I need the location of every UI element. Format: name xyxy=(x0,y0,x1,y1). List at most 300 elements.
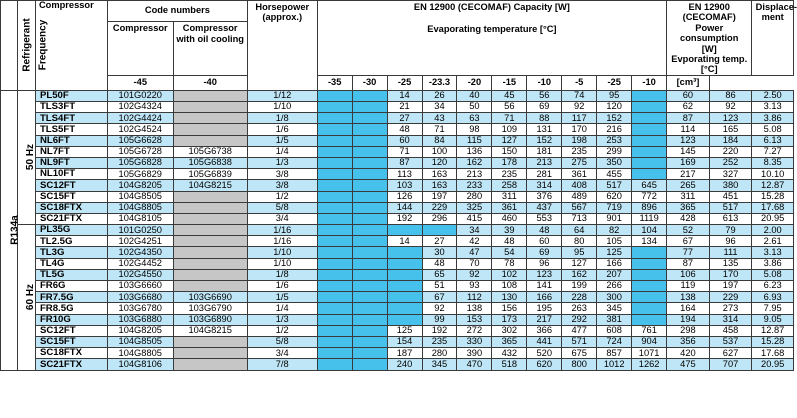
capacity-cell: 50 xyxy=(457,102,492,113)
capacity-cell: 192 xyxy=(387,213,422,224)
capacity-cell xyxy=(352,191,387,202)
code-numbers-header: Code numbers xyxy=(108,1,248,22)
power-cell-minus10: 135 xyxy=(709,258,752,269)
capacity-cell: 71 xyxy=(387,146,422,157)
displacement-cell: 6.13 xyxy=(752,135,794,146)
power-cell-minus25: 62 xyxy=(667,102,710,113)
capacity-header xyxy=(317,1,666,76)
capacity-cell: 48 xyxy=(422,258,457,269)
model-cell: FR7.5G xyxy=(35,292,107,303)
capacity-cell xyxy=(352,102,387,113)
power-temp-col-header: -25 xyxy=(597,75,632,90)
capacity-cell: 280 xyxy=(422,348,457,359)
capacity-cell: 620 xyxy=(527,359,562,370)
table-row xyxy=(1,325,794,336)
table-row xyxy=(1,202,794,213)
capacity-cell: 26 xyxy=(422,90,457,101)
capacity-cell: 518 xyxy=(492,359,527,370)
capacity-cell: 108 xyxy=(492,281,527,292)
capacity-cell: 80 xyxy=(562,236,597,247)
capacity-cell: 896 xyxy=(632,202,667,213)
capacity-cell xyxy=(317,102,352,113)
horsepower-cell: 3/4 xyxy=(247,213,317,224)
table-row xyxy=(1,180,794,191)
capacity-cell: 112 xyxy=(457,292,492,303)
capacity-cell xyxy=(352,225,387,236)
capacity-cell xyxy=(387,269,422,280)
capacity-cell: 120 xyxy=(597,102,632,113)
capacity-cell xyxy=(632,135,667,146)
capacity-cell: 302 xyxy=(492,325,527,336)
code-cell: 102G4452 xyxy=(108,258,174,269)
model-cell: FR8.5G xyxy=(35,303,107,314)
capacity-cell xyxy=(317,258,352,269)
oil-cooling-code-cell: 103G6890 xyxy=(173,314,247,325)
capacity-cell: 233 xyxy=(457,180,492,191)
capacity-cell: 345 xyxy=(422,359,457,370)
capacity-cell: 567 xyxy=(562,202,597,213)
capacity-cell: 408 xyxy=(562,180,597,191)
horsepower-cell: 1/16 xyxy=(247,225,317,236)
capacity-cell: 84 xyxy=(422,135,457,146)
horsepower-cell: 1/3 xyxy=(247,314,317,325)
capacity-cell: 675 xyxy=(562,348,597,359)
capacity-cell: 724 xyxy=(597,336,632,347)
capacity-cell xyxy=(317,180,352,191)
oil-cooling-code-cell xyxy=(173,90,247,101)
horsepower-cell: 1/4 xyxy=(247,303,317,314)
capacity-cell xyxy=(317,247,352,258)
capacity-cell xyxy=(317,303,352,314)
code-cell: 104G8205 xyxy=(108,180,174,191)
capacity-cell: 141 xyxy=(527,281,562,292)
power-cell-minus10: 86 xyxy=(709,90,752,101)
power-cell-minus10: 184 xyxy=(709,135,752,146)
power-cell-minus25: 87 xyxy=(667,258,710,269)
capacity-cell: 235 xyxy=(562,146,597,157)
capacity-cell: 163 xyxy=(422,169,457,180)
table-row xyxy=(1,348,794,359)
capacity-cell xyxy=(387,292,422,303)
capacity-cell: 857 xyxy=(597,348,632,359)
capacity-cell xyxy=(387,281,422,292)
oil-cooling-code-cell xyxy=(173,236,247,247)
power-cell-minus10: 220 xyxy=(709,146,752,157)
code-cell: 102G4550 xyxy=(108,269,174,280)
displacement-cell: 20.95 xyxy=(752,213,794,224)
code-cell: 103G6660 xyxy=(108,281,174,292)
evap-temp-col-header: -30 xyxy=(352,75,387,90)
capacity-cell: 125 xyxy=(387,325,422,336)
capacity-cell xyxy=(317,169,352,180)
power-cell-minus25: 119 xyxy=(667,281,710,292)
oil-cooling-code-cell xyxy=(173,348,247,359)
capacity-cell: 1071 xyxy=(632,348,667,359)
capacity-cell: 105 xyxy=(597,236,632,247)
oil-cooling-code-cell: 105G6838 xyxy=(173,157,247,168)
capacity-cell: 381 xyxy=(597,314,632,325)
capacity-cell: 156 xyxy=(492,303,527,314)
power-cell-minus10: 111 xyxy=(709,247,752,258)
displacement-cell: 9.05 xyxy=(752,314,794,325)
code-cell: 105G6728 xyxy=(108,146,174,157)
capacity-cell xyxy=(352,90,387,101)
oil-cooling-code-cell: 104G8215 xyxy=(173,325,247,336)
model-cell: TLS3FT xyxy=(35,102,107,113)
code-cell: 103G6680 xyxy=(108,292,174,303)
horsepower-cell: 1/2 xyxy=(247,325,317,336)
capacity-cell: 27 xyxy=(422,236,457,247)
capacity-cell xyxy=(352,124,387,135)
horsepower-cell: 1/12 xyxy=(247,90,317,101)
capacity-cell: 713 xyxy=(562,213,597,224)
capacity-cell: 154 xyxy=(387,336,422,347)
capacity-cell: 98 xyxy=(457,124,492,135)
displacement-cell: 6.93 xyxy=(752,292,794,303)
capacity-cell: 281 xyxy=(527,169,562,180)
capacity-cell: 166 xyxy=(527,292,562,303)
displacement-cell: 10.10 xyxy=(752,169,794,180)
oil-cooling-code-cell xyxy=(173,258,247,269)
capacity-cell: 92 xyxy=(562,102,597,113)
displacement-cell: 2.00 xyxy=(752,225,794,236)
model-cell: NL9FT xyxy=(35,157,107,168)
capacity-cell xyxy=(317,314,352,325)
capacity-cell: 280 xyxy=(457,191,492,202)
displacement-cell: 20.95 xyxy=(752,359,794,370)
code-cell: 105G6828 xyxy=(108,157,174,168)
power-cell-minus25: 114 xyxy=(667,124,710,135)
capacity-cell xyxy=(632,124,667,135)
power-cell-minus10: 380 xyxy=(709,180,752,191)
capacity-cell: 620 xyxy=(597,191,632,202)
capacity-cell: 213 xyxy=(457,169,492,180)
capacity-cell: 311 xyxy=(492,191,527,202)
table-row xyxy=(1,258,794,269)
oil-cooling-code-cell: 103G6790 xyxy=(173,303,247,314)
power-cell-minus10: 537 xyxy=(709,336,752,347)
capacity-cell xyxy=(352,202,387,213)
evap-temp-col-header: -23.3 xyxy=(422,75,457,90)
capacity-cell xyxy=(632,113,667,124)
capacity-cell xyxy=(317,113,352,124)
power-cell-minus25: 428 xyxy=(667,213,710,224)
capacity-cell xyxy=(317,135,352,146)
capacity-cell: 42 xyxy=(457,236,492,247)
capacity-cell xyxy=(352,180,387,191)
power-cell-minus25: 52 xyxy=(667,225,710,236)
capacity-cell xyxy=(632,146,667,157)
horsepower-cell: 1/3 xyxy=(247,157,317,168)
capacity-cell: 54 xyxy=(492,247,527,258)
oil-cooling-code-cell xyxy=(173,135,247,146)
code-compressor-oil-header: Compressor with oil cooling xyxy=(173,22,247,76)
model-cell: SC12FT xyxy=(35,325,107,336)
capacity-cell xyxy=(632,314,667,325)
displacement-header-label: Displace-ment xyxy=(755,2,797,23)
power-evap-temp-label: Evporating temp. [°C] xyxy=(671,54,748,75)
capacity-cell: 325 xyxy=(457,202,492,213)
evap-temp-col-header: -35 xyxy=(317,75,352,90)
power-cell-minus25: 311 xyxy=(667,191,710,202)
power-cell-minus25: 365 xyxy=(667,202,710,213)
capacity-cell xyxy=(632,269,667,280)
table-row xyxy=(1,225,794,236)
capacity-cell: 217 xyxy=(527,314,562,325)
model-cell: PL35G xyxy=(35,225,107,236)
oil-cooling-code-cell xyxy=(173,202,247,213)
displacement-cell: 5.08 xyxy=(752,269,794,280)
model-cell: TLS5FT xyxy=(35,124,107,135)
capacity-cell: 553 xyxy=(527,213,562,224)
capacity-cell: 34 xyxy=(457,225,492,236)
displacement-cell: 15.28 xyxy=(752,191,794,202)
capacity-cell: 113 xyxy=(387,169,422,180)
oil-cooling-code-cell xyxy=(173,247,247,258)
capacity-cell: 170 xyxy=(562,124,597,135)
power-cell-minus25: 106 xyxy=(667,269,710,280)
displacement-cell: 3.13 xyxy=(752,247,794,258)
capacity-cell xyxy=(632,90,667,101)
capacity-cell xyxy=(387,303,422,314)
capacity-cell: 131 xyxy=(527,124,562,135)
evap-temp-label: Evaporating temperature [°C] xyxy=(427,24,557,35)
capacity-cell: 904 xyxy=(632,336,667,347)
horsepower-cell: 1/8 xyxy=(247,269,317,280)
capacity-cell: 489 xyxy=(562,191,597,202)
table-row xyxy=(1,314,794,325)
capacity-cell xyxy=(632,292,667,303)
capacity-cell: 761 xyxy=(632,325,667,336)
model-cell: SC21FTX xyxy=(35,359,107,370)
capacity-cell xyxy=(352,247,387,258)
capacity-cell: 213 xyxy=(527,157,562,168)
oil-cooling-code-cell xyxy=(173,359,247,370)
refrigerant-label: R134a xyxy=(9,215,21,245)
capacity-cell: 30 xyxy=(422,247,457,258)
capacity-cell: 45 xyxy=(492,90,527,101)
oil-cooling-code-cell xyxy=(173,269,247,280)
capacity-cell: 258 xyxy=(492,180,527,191)
capacity-cell xyxy=(632,247,667,258)
capacity-cell: 240 xyxy=(387,359,422,370)
model-cell: TLS4FT xyxy=(35,113,107,124)
code-cell: 105G6628 xyxy=(108,135,174,146)
capacity-cell: 27 xyxy=(387,113,422,124)
displacement-cell: 3.86 xyxy=(752,113,794,124)
capacity-cell: 96 xyxy=(527,258,562,269)
power-cell-minus25: 87 xyxy=(667,113,710,124)
horsepower-cell: 5/8 xyxy=(247,336,317,347)
capacity-cell: 470 xyxy=(457,359,492,370)
power-cell-minus25: 265 xyxy=(667,180,710,191)
capacity-cell: 123 xyxy=(527,269,562,280)
capacity-cell: 14 xyxy=(387,236,422,247)
capacity-cell: 67 xyxy=(422,292,457,303)
capacity-cell xyxy=(352,348,387,359)
capacity-cell xyxy=(317,213,352,224)
capacity-cell: 95 xyxy=(562,247,597,258)
power-cell-minus25: 145 xyxy=(667,146,710,157)
horsepower-cell: 5/8 xyxy=(247,202,317,213)
capacity-cell: 275 xyxy=(562,157,597,168)
displacement-cell: 15.28 xyxy=(752,336,794,347)
power-cell-minus25: 60 xyxy=(667,90,710,101)
horsepower-cell: 1/10 xyxy=(247,247,317,258)
table-row xyxy=(1,90,794,101)
capacity-cell: 455 xyxy=(597,169,632,180)
capacity-cell xyxy=(317,325,352,336)
capacity-cell xyxy=(317,359,352,370)
table-row xyxy=(1,292,794,303)
oil-cooling-code-cell: 103G6690 xyxy=(173,292,247,303)
code-cell: 102G4350 xyxy=(108,247,174,258)
capacity-cell: 102 xyxy=(492,269,527,280)
table-row xyxy=(1,336,794,347)
capacity-cell: 56 xyxy=(527,90,562,101)
capacity-cell: 127 xyxy=(492,135,527,146)
refrigerant-header-label: Refrigerant xyxy=(21,18,33,73)
capacity-cell: 144 xyxy=(387,202,422,213)
capacity-cell: 48 xyxy=(387,124,422,135)
capacity-cell: 125 xyxy=(597,247,632,258)
power-temp-col-header: -10 xyxy=(632,75,667,90)
capacity-cell xyxy=(352,303,387,314)
capacity-cell: 437 xyxy=(527,202,562,213)
code-cell: 104G8505 xyxy=(108,336,174,347)
capacity-cell: 104 xyxy=(632,225,667,236)
capacity-cell xyxy=(632,169,667,180)
capacity-cell: 153 xyxy=(457,314,492,325)
code-cell: 105G6829 xyxy=(108,169,174,180)
capacity-cell: 235 xyxy=(492,169,527,180)
capacity-cell: 21 xyxy=(387,102,422,113)
power-cell-minus25: 298 xyxy=(667,325,710,336)
power-cell-minus10: 229 xyxy=(709,292,752,303)
capacity-cell: 109 xyxy=(492,124,527,135)
model-cell: TL2.5G xyxy=(35,236,107,247)
model-cell: PL50F xyxy=(35,90,107,101)
capacity-cell: 47 xyxy=(457,247,492,258)
capacity-cell: 92 xyxy=(457,269,492,280)
capacity-cell: 65 xyxy=(422,269,457,280)
power-cell-minus25: 123 xyxy=(667,135,710,146)
capacity-cell: 178 xyxy=(492,157,527,168)
capacity-cell xyxy=(352,325,387,336)
capacity-header-label: EN 12900 (CECOMAF) Capacity [W] xyxy=(413,2,570,12)
capacity-cell xyxy=(632,102,667,113)
displacement-cell: 5.08 xyxy=(752,124,794,135)
capacity-cell: 207 xyxy=(597,269,632,280)
capacity-cell xyxy=(352,269,387,280)
capacity-cell xyxy=(352,236,387,247)
capacity-cell xyxy=(387,247,422,258)
power-header-label: EN 12900 (CECOMAF) Power consumption [W] xyxy=(680,2,739,54)
refrigerant-cell xyxy=(1,90,21,370)
power-cell-minus25: 77 xyxy=(667,247,710,258)
capacity-cell: 460 xyxy=(492,213,527,224)
oil-cooling-code-cell xyxy=(173,124,247,135)
capacity-cell xyxy=(352,135,387,146)
code-cell: 104G8805 xyxy=(108,202,174,213)
model-cell: FR6G xyxy=(35,281,107,292)
capacity-cell: 127 xyxy=(562,258,597,269)
capacity-cell xyxy=(352,157,387,168)
capacity-cell: 136 xyxy=(457,146,492,157)
table-row xyxy=(1,269,794,280)
capacity-cell: 366 xyxy=(527,325,562,336)
evap-temp-col-header: -5 xyxy=(562,75,597,90)
capacity-cell xyxy=(352,314,387,325)
table-row xyxy=(1,102,794,113)
displacement-header xyxy=(752,1,797,76)
capacity-cell: 195 xyxy=(527,303,562,314)
code-cell: 102G4324 xyxy=(108,102,174,113)
capacity-cell: 901 xyxy=(597,213,632,224)
capacity-cell xyxy=(352,258,387,269)
capacity-cell: 120 xyxy=(422,157,457,168)
power-cell-minus10: 252 xyxy=(709,157,752,168)
capacity-cell: 300 xyxy=(597,292,632,303)
power-cell-minus10: 627 xyxy=(709,348,752,359)
model-cell: SC15FT xyxy=(35,191,107,202)
horsepower-cell: 3/4 xyxy=(247,348,317,359)
capacity-cell: 266 xyxy=(597,281,632,292)
capacity-cell: 1119 xyxy=(632,213,667,224)
model-cell: TL3G xyxy=(35,247,107,258)
power-cell-minus10: 79 xyxy=(709,225,752,236)
power-cell-minus10: 517 xyxy=(709,202,752,213)
code-cell: 104G8105 xyxy=(108,213,174,224)
model-cell: NL6FT xyxy=(35,135,107,146)
table-row xyxy=(1,113,794,124)
capacity-cell: 43 xyxy=(422,113,457,124)
oil-cooling-code-cell xyxy=(173,191,247,202)
capacity-cell: 69 xyxy=(527,102,562,113)
capacity-cell: 82 xyxy=(597,225,632,236)
displacement-cell: 7.27 xyxy=(752,146,794,157)
capacity-cell: 296 xyxy=(422,213,457,224)
code-cell: 102G4524 xyxy=(108,124,174,135)
capacity-cell: 345 xyxy=(597,303,632,314)
capacity-cell: 520 xyxy=(527,348,562,359)
capacity-cell: 719 xyxy=(597,202,632,213)
capacity-cell: 117 xyxy=(562,113,597,124)
model-cell: TL5G xyxy=(35,269,107,280)
code-cell: 104G8106 xyxy=(108,359,174,370)
horsepower-cell: 3/8 xyxy=(247,180,317,191)
model-cell: SC12FT xyxy=(35,180,107,191)
capacity-cell: 103 xyxy=(387,180,422,191)
model-cell: NL10FT xyxy=(35,169,107,180)
horsepower-cell: 1/5 xyxy=(247,292,317,303)
code-cell: 102G4424 xyxy=(108,113,174,124)
table-row xyxy=(1,191,794,202)
horsepower-header: Horsepower (approx.) xyxy=(247,1,317,91)
power-cell-minus10: 707 xyxy=(709,359,752,370)
horsepower-cell: 1/8 xyxy=(247,113,317,124)
capacity-cell xyxy=(352,281,387,292)
capacity-cell: 253 xyxy=(597,135,632,146)
capacity-cell: 126 xyxy=(387,191,422,202)
oil-cooling-code-cell: 105G6738 xyxy=(173,146,247,157)
evap-temp-col-header: -20 xyxy=(457,75,492,90)
compressor-header: Compressor xyxy=(35,1,107,91)
displacement-cell: 17.68 xyxy=(752,202,794,213)
power-cell-minus10: 123 xyxy=(709,113,752,124)
capacity-cell: 192 xyxy=(422,325,457,336)
capacity-cell: 197 xyxy=(422,191,457,202)
